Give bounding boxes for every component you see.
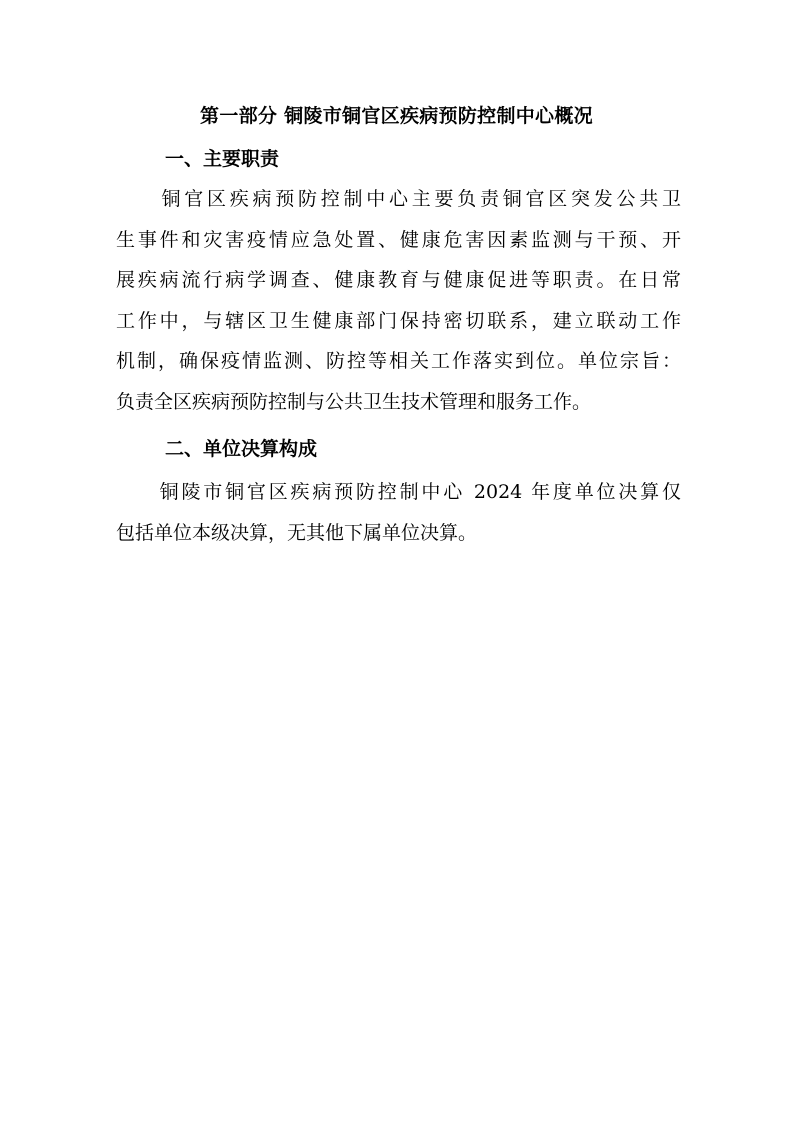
section-heading-main-duties: 一、主要职责 — [165, 148, 280, 170]
text-line: 生事件和灾害疫情应急处置、健康危害因素监测与干预、开 — [116, 228, 681, 251]
text-line: 工作中，与辖区卫生健康部门保持密切联系，建立联动工作 — [116, 309, 681, 332]
text-line: 铜陵市铜官区疾病预防控制中心 2024 年度单位决算仅 — [116, 481, 681, 503]
text-line: 包括单位本级决算，无其他下属单位决算。 — [116, 521, 478, 544]
section-heading-budget-composition: 二、单位决算构成 — [165, 438, 318, 460]
text-line: 铜官区疾病预防控制中心主要负责铜官区突发公共卫 — [116, 188, 681, 210]
text-line: 机制，确保疫情监测、防控等相关工作落实到位。单位宗旨： — [116, 350, 681, 372]
paragraph-budget-composition — [116, 472, 681, 553]
text-line: 展疾病流行病学调查、健康教育与健康促进等职责。在日常 — [116, 269, 681, 291]
paragraph-main-duties — [116, 179, 681, 422]
page-title: 第一部分 铜陵市铜官区疾病预防控制中心概况 — [200, 105, 593, 127]
text-line: 负责全区疾病预防控制与公共卫生技术管理和服务工作。 — [116, 390, 592, 413]
